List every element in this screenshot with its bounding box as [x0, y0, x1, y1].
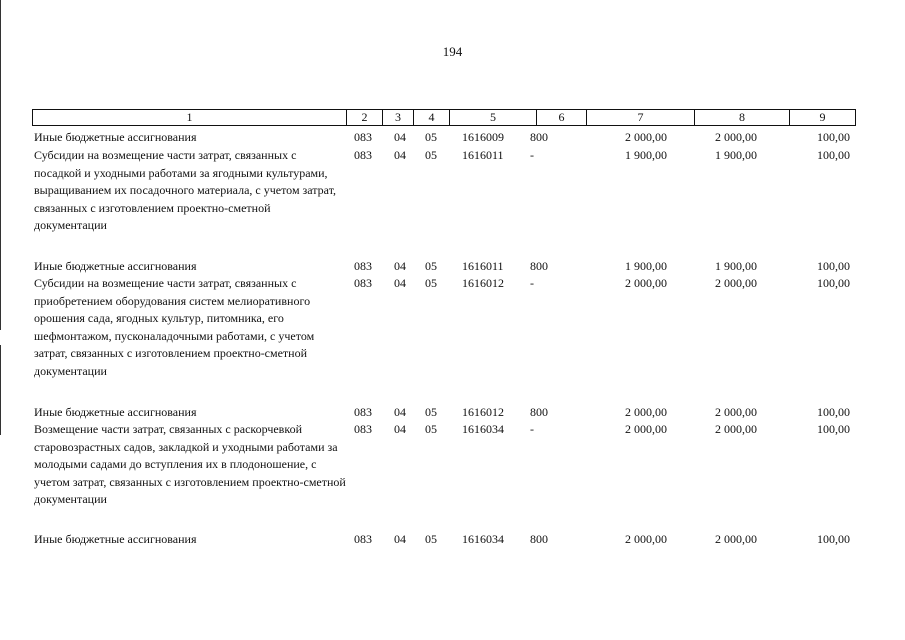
row-col-4: 05 [425, 422, 437, 436]
page-number: 194 [442, 44, 463, 59]
header-col-8: 8 [695, 110, 790, 125]
row-col-7: 1 900,00 [625, 148, 667, 162]
row-col-8: 2 000,00 [715, 422, 757, 436]
row-col-9: 100,00 [817, 148, 850, 162]
row-col-9: 100,00 [817, 422, 850, 436]
row-col-6: 800 [530, 130, 548, 144]
row-description: Иные бюджетные ассигнования [34, 405, 197, 419]
table-header [32, 109, 856, 126]
row-col-5: 1616011 [462, 259, 504, 273]
row-col-3: 04 [394, 405, 406, 419]
row-col-8: 1 900,00 [715, 148, 757, 162]
header-col-3: 3 [383, 110, 414, 125]
row-col-2: 083 [354, 422, 372, 436]
row-col-9: 100,00 [817, 259, 850, 273]
row-description: Субсидии на возмещение части затрат, связанных с приобретением оборудования систем мелиоративного орошения сада, ягодных культур, питомника, его шефмонтажом, пусконаладочными работами, с учетом затрат, связанных с изготовлением проектно-сметной документации [34, 276, 315, 378]
row-col-2: 083 [354, 276, 372, 290]
header-col-9: 9 [819, 110, 826, 124]
row-col-7: 2 000,00 [625, 405, 667, 419]
header-col-7: 7 [587, 110, 695, 125]
row-col-6: - [530, 276, 534, 290]
row-col-7: 2 000,00 [625, 276, 667, 290]
header-col-6: 6 [537, 110, 587, 125]
row-col-9: 100,00 [817, 276, 850, 290]
row-col-4: 05 [425, 405, 437, 419]
row-col-7: 1 900,00 [625, 259, 667, 273]
row-col-4: 05 [425, 130, 437, 144]
row-col-2: 083 [354, 148, 372, 162]
row-col-4: 05 [425, 259, 437, 273]
row-description: Субсидии на возмещение части затрат, связанных с посадкой и уходными работами за ягодными культурами, выращиванием их посадочного материала, с учетом затрат, связанных с изготовлением проектно-сметной документации [34, 148, 337, 232]
row-description: Иные бюджетные ассигнования [34, 259, 197, 273]
row-col-2: 083 [354, 130, 372, 144]
row-col-8: 2 000,00 [715, 532, 757, 546]
row-col-4: 05 [425, 148, 437, 162]
row-description: Иные бюджетные ассигнования [34, 130, 197, 144]
row-col-8: 1 900,00 [715, 259, 757, 273]
row-col-2: 083 [354, 532, 372, 546]
row-col-3: 04 [394, 259, 406, 273]
row-col-7: 2 000,00 [625, 532, 667, 546]
row-col-7: 2 000,00 [625, 422, 667, 436]
row-col-3: 04 [394, 130, 406, 144]
row-col-3: 04 [394, 422, 406, 436]
row-col-6: - [530, 148, 534, 162]
header-col-1: 1 [33, 110, 347, 125]
row-col-3: 04 [394, 532, 406, 546]
row-col-5: 1616009 [462, 130, 504, 144]
header-col-4: 4 [414, 110, 450, 125]
row-col-4: 05 [425, 532, 437, 546]
row-col-9: 100,00 [817, 130, 850, 144]
row-col-3: 04 [394, 148, 406, 162]
row-col-7: 2 000,00 [625, 130, 667, 144]
row-description: Иные бюджетные ассигнования [34, 532, 197, 546]
row-col-3: 04 [394, 276, 406, 290]
row-col-2: 083 [354, 405, 372, 419]
row-col-8: 2 000,00 [715, 130, 757, 144]
header-col-5: 5 [450, 110, 537, 125]
row-col-9: 100,00 [817, 405, 850, 419]
row-col-6: 800 [530, 259, 548, 273]
row-col-6: - [530, 422, 534, 436]
row-col-8: 2 000,00 [715, 405, 757, 419]
row-col-4: 05 [425, 276, 437, 290]
row-col-5: 1616012 [462, 405, 504, 419]
row-col-5: 1616034 [462, 422, 504, 436]
row-col-9: 100,00 [817, 532, 850, 546]
row-description: Возмещение части затрат, связанных с раскорчевкой старовозрастных садов, закладкой и уходными работами за молодыми садами до вступления их в плодоношение, с учетом затрат, связанных с изготовлением проектно-сметной документации [34, 422, 346, 506]
row-col-5: 1616011 [462, 148, 504, 162]
row-col-6: 800 [530, 405, 548, 419]
row-col-5: 1616034 [462, 532, 504, 546]
header-col-2: 2 [347, 110, 383, 125]
row-col-8: 2 000,00 [715, 276, 757, 290]
row-col-5: 1616012 [462, 276, 504, 290]
row-col-6: 800 [530, 532, 548, 546]
row-col-2: 083 [354, 259, 372, 273]
left-margin-line-lower [0, 345, 1, 435]
